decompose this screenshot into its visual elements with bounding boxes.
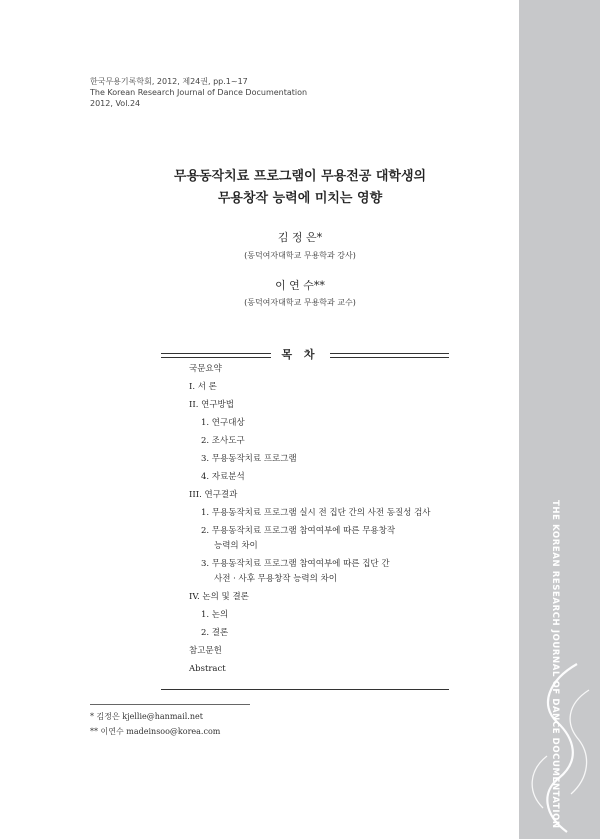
toc-rule-left (161, 353, 271, 358)
header-line-3: 2012, Vol.24 (90, 99, 141, 108)
header-line-1: 한국무용기록학회, 2012, 제24권, pp.1~17 (90, 77, 248, 86)
toc-item: 3. 무용동작치료 프로그램 (201, 454, 297, 464)
toc-item: 1. 무용동작치료 프로그램 실시 전 집단 간의 사전 동질성 검사 (201, 508, 431, 518)
toc-item: IV. 논의 및 결론 (189, 592, 249, 602)
table-of-contents (189, 364, 469, 682)
journal-logo (519, 660, 600, 839)
toc-item: 국문요약 (189, 364, 222, 374)
footnote-2: ** 이연수 madeinsoo@korea.com (90, 727, 221, 736)
toc-item: III. 연구결과 (189, 490, 238, 500)
header-line-2: The Korean Research Journal of Dance Documentation (90, 88, 308, 97)
title-line-1: 무용동작치료 프로그램이 무용전공 대학생의 (173, 169, 427, 184)
toc-item: 1. 연구대상 (201, 418, 245, 428)
author-2-name: 이 연 수** (275, 279, 325, 292)
toc-item: 2. 조사도구 (201, 436, 245, 446)
journal-header (90, 76, 307, 109)
toc-item: I. 서 론 (189, 382, 217, 392)
paper-title (90, 166, 510, 210)
toc-item: 능력의 차이 (214, 541, 258, 551)
toc-item: 사전 · 사후 무용창작 능력의 차이 (214, 574, 337, 584)
toc-item: II. 연구방법 (189, 400, 234, 410)
toc-item: 2. 결론 (201, 628, 229, 638)
toc-item: 1. 논의 (201, 610, 229, 620)
toc-item: 4. 자료분석 (201, 472, 245, 482)
sidebar-journal-name: THE KOREAN RESEARCH JOURNAL OF DANCE DOCUMENTATION (550, 500, 560, 829)
toc-item: 3. 무용동작치료 프로그램 참여여부에 따른 집단 간 (201, 559, 390, 569)
toc-bottom-rule (161, 689, 449, 690)
title-line-2: 무용창작 능력에 미치는 영향 (217, 191, 383, 206)
toc-item: Abstract (189, 664, 226, 674)
footnote-rule (90, 704, 250, 705)
toc-rule-right (330, 353, 449, 358)
author-2-affiliation: (동덕여자대학교 무용학과 교수) (244, 298, 356, 307)
toc-item: 2. 무용동작치료 프로그램 참여여부에 따른 무용창작 (201, 526, 396, 536)
toc-item: 참고문헌 (189, 646, 222, 656)
toc-title: 목 차 (281, 348, 319, 361)
footnote-1: * 김정은 kjellie@hanmail.net (90, 712, 203, 721)
author-1-name: 김 정 은* (277, 231, 323, 244)
author-1-affiliation: (동덕여자대학교 무용학과 강사) (244, 251, 356, 260)
